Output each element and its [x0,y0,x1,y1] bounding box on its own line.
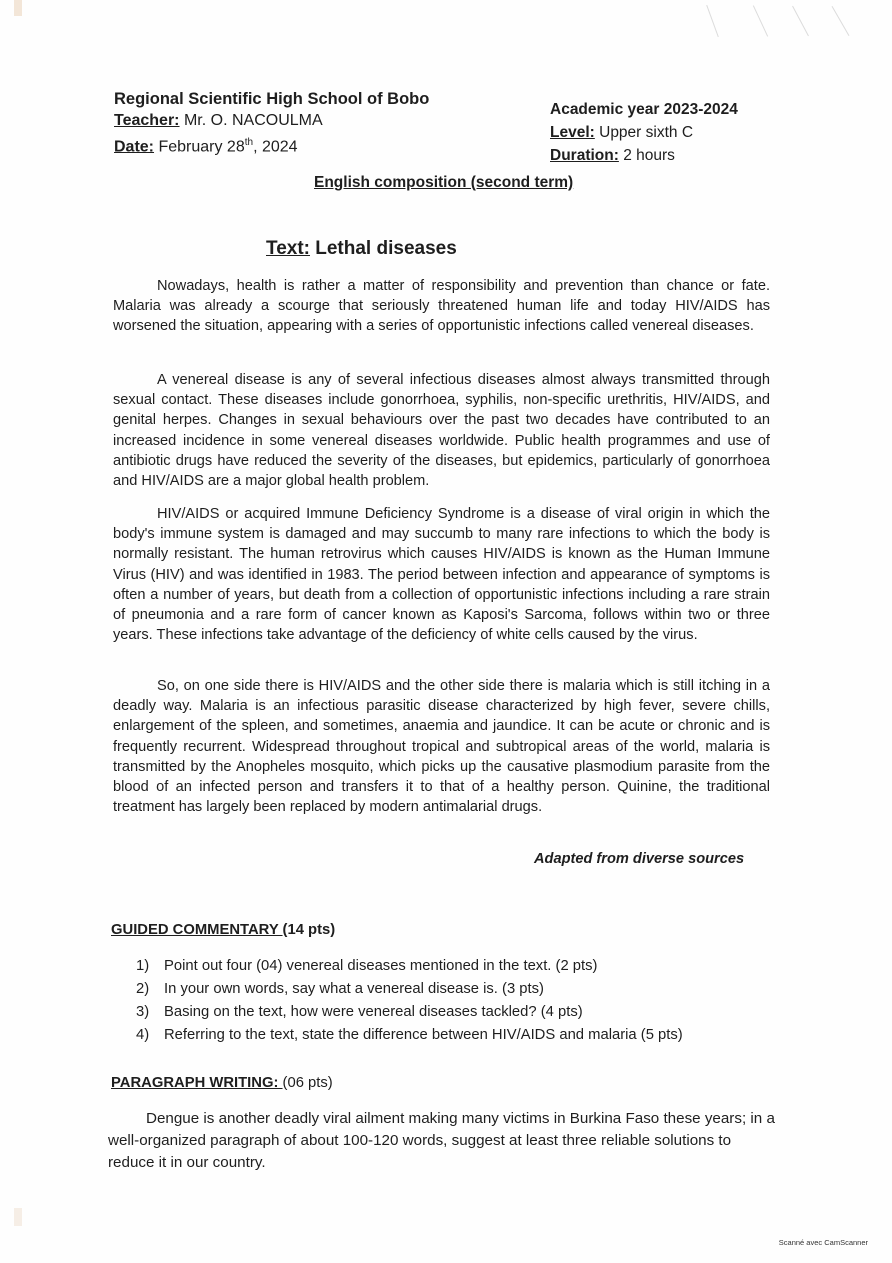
date-year: , 2024 [253,138,298,156]
question-number: 3) [136,1004,150,1020]
scanner-watermark: Scanné avec CamScanner [778,1238,868,1247]
subject-title: English composition (second term) [314,174,574,191]
duration-line [550,144,738,167]
scan-scratch [706,5,719,37]
duration-label: Duration: [550,147,619,164]
school-name: Regional Scientific High School of Bobo [114,90,430,108]
paragraph-writing-instruction: Dengue is another deadly viral ailment making many victims in Burkina Faso these years; in a well-organized paragraph of about 100-120 words, suggest at least three reliable solutions to reduce it in our country. [108,1110,775,1171]
question-item [136,1024,683,1047]
paragraph-writing-points: (06 pts) [282,1075,333,1091]
guided-commentary-heading [111,922,335,938]
duration-value: 2 hours [618,147,675,164]
text-paragraph-3: HIV/AIDS or acquired Immune Deficiency Syndrome is a disease of viral origin in which the body's immune system is damaged and may succumb to many rare infections to which the body is normally resistant. The human retrovirus which causes HIV/AIDS is known as the Human Immune Virus (HIV) and was identified in 1983. The period between infection and appearance of symptoms is often a number of years, but death from a collection of opportunistic infections including a rare strain of pneumonia and a rare form of cancer known as Kaposi's Sarcoma, follows within two or three years. These infections take advantage of the deficiency of white cells caused by the virus. [113,506,770,644]
scan-scratch [792,6,809,36]
text-title [266,238,457,260]
date-line [114,132,429,158]
text-paragraph-1: Nowadays, health is rather a matter of responsibility and prevention than chance or fate. Malaria was already a scourge that seriously threatened human life and today HIV/AIDS has worsened the situation, appearing with a series of opportunistic infections called venereal diseases. [113,278,770,335]
academic-year: Academic year 2023-2024 [550,101,738,118]
level-value: Upper sixth C [594,124,694,141]
question-list [136,955,683,1047]
text-name: Lethal diseases [309,238,457,259]
scan-scratch [832,6,850,36]
question-number: 1) [136,958,150,974]
question-text: Basing on the text, how were venereal diseases tackled? (4 pts) [164,1004,583,1020]
date-label: Date: [114,138,155,156]
header-left [114,88,429,158]
question-item [136,978,683,1001]
level-line [550,121,738,144]
header-right [550,98,738,167]
text-source: Adapted from diverse sources [534,851,745,867]
text-label: Text: [266,238,310,259]
level-label: Level: [550,124,595,141]
date-value: February 28 [154,138,245,156]
teacher-label: Teacher: [114,112,180,129]
question-item [136,955,683,978]
question-item [136,1001,683,1024]
question-text: In your own words, say what a venereal disease is. (3 pts) [164,981,544,997]
paragraph-writing-heading [111,1075,333,1091]
scan-edge-mark [14,0,22,16]
question-number: 2) [136,981,150,997]
question-text: Point out four (04) venereal diseases mentioned in the text. (2 pts) [164,958,598,974]
date-suffix: th [244,137,254,148]
teacher-line [114,110,429,132]
paragraph-writing-label: PARAGRAPH WRITING: [111,1075,283,1091]
scan-scratch [753,5,768,36]
guided-commentary-points: (14 pts) [282,922,336,938]
question-number: 4) [136,1027,150,1043]
question-text: Referring to the text, state the difference between HIV/AIDS and malaria (5 pts) [164,1027,683,1043]
text-paragraph-4: So, on one side there is HIV/AIDS and the other side there is malaria which is still itching in a deadly way. Malaria is an infectious parasitic disease characterized by high fever, severe chills, enlargement of the spleen, and sometimes, anaemia and jaundice. It can be acute or chronic and is frequently recurrent. Widespread throughout tropical and subtropical areas of the world, malaria is transmitted by the Anopheles mosquito, which picks up the causative plasmodium parasite from the blood of an infected person and transfers it to that of a healthy person. Quinine, the traditional treatment has largely been replaced by modern antimalarial drugs. [113,678,770,816]
teacher-value: Mr. O. NACOULMA [179,112,323,129]
guided-commentary-label: GUIDED COMMENTARY [111,922,283,938]
scan-edge-mark [14,1208,22,1226]
text-paragraph-2: A venereal disease is any of several infectious diseases almost always transmitted through sexual contact. These diseases include gonorrhoea, syphilis, non-specific urethritis, HIV/AIDS, and genital herpes. Changes in sexual behaviours over the past two decades have contributed to an increased incidence in some venereal diseases worldwide. Public health programmes and use of antibiotic drugs have reduced the severity of the diseases, but epidemics, particularly of gonorrhoea and HIV/AIDS are a major global health problem. [113,372,770,490]
